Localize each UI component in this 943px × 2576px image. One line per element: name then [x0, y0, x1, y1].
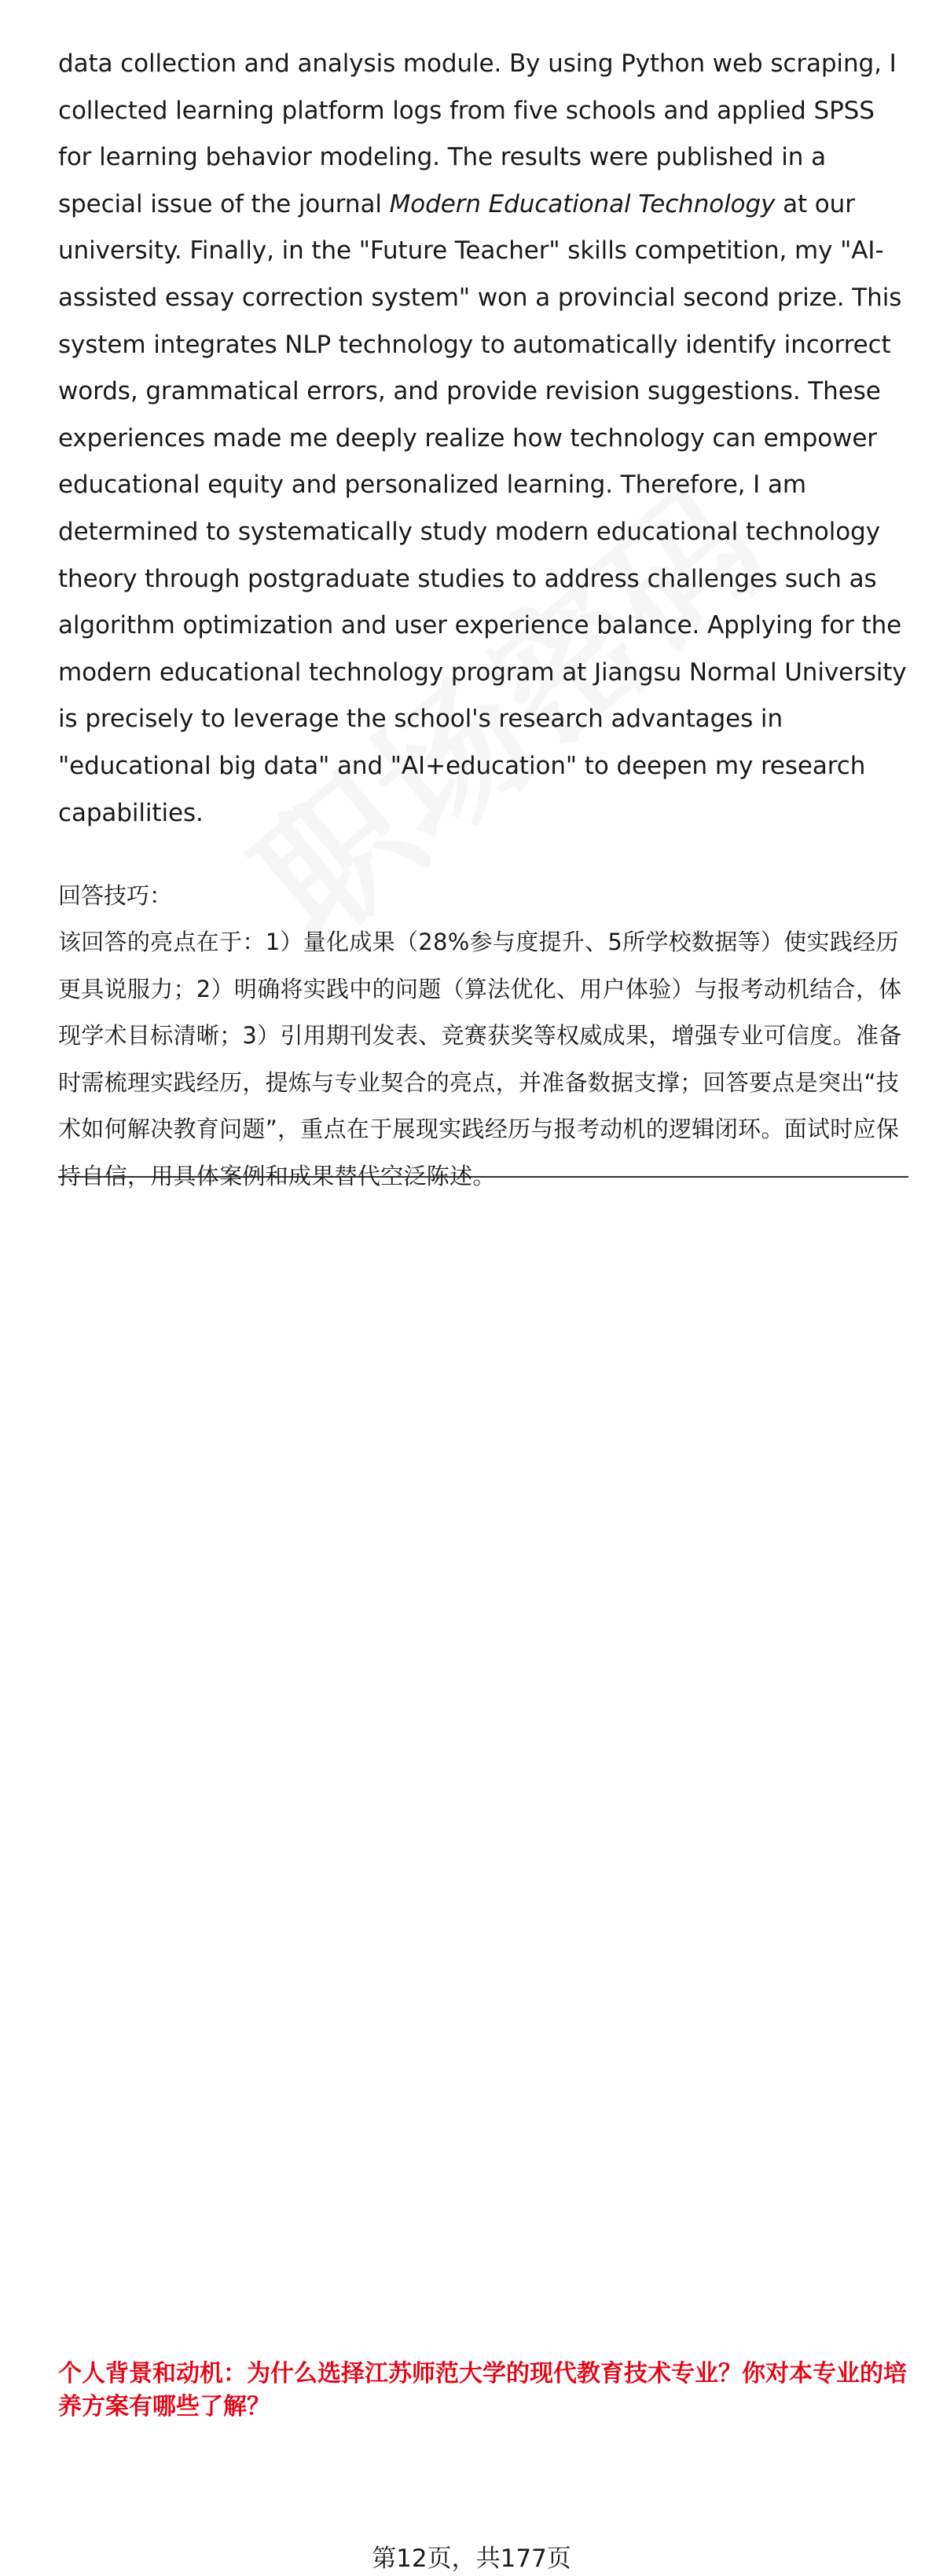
- document-page: [58, 41, 907, 1200]
- tips-heading: 回答技巧：: [58, 882, 173, 910]
- answer-text-part-2: at our university. Finally, in the "Future Teacher" skills competition, my "AI-assisted essay correction system" won a provincial second prize. This system integrates NLP technology to automatically identify incorrect words, grammatical errors, and provide revision suggestions. These experiences made me deeply realize how technology can empower educational equity and personalized learning. Therefore, I am determined to systematically study modern educational technology theory through postgraduate studies to address challenges such as algorithm optimization and user experience balance. Applying for the modern educational technology program at Jiangsu Normal University is precisely to leverage the school's research advantages in "educational big data" and "AI+education" to deepen my research capabilities.: [58, 189, 907, 827]
- journal-title: Modern Educational Technology: [389, 189, 776, 218]
- interview-question: 个人背景和动机：为什么选择江苏师范大学的现代教育技术专业？你对本专业的培养方案有哪些了解？: [58, 2359, 907, 2420]
- answer-paragraph: [58, 41, 907, 837]
- tips-paragraph: 该回答的亮点在于：1）量化成果（28%参与度提升、5所学校数据等）使实践经历更具说服力；2）明确将实践中的问题（算法优化、用户体验）与报考动机结合，体现学术目标清晰；3）引用期刊发表、竞赛获奖等权威成果，增强专业可信度。准备时需梳理实践经历，提炼与专业契合的亮点，并准备数据支撑；回答要点是突出“技术如何解决教育问题”，重点在于展现实践经历与报考动机的逻辑闭环。面试时应保持自信，用具体案例和成果替代空泛陈述。: [58, 929, 902, 1190]
- page-number: 第12页，共177页: [372, 2544, 571, 2573]
- answer-text-part-1: data collection and analysis module. By using Python web scraping, I collected learning platform logs from five schools and applied SPSS for learning behavior modeling. The results were published in a special issue of the journal: [58, 49, 897, 218]
